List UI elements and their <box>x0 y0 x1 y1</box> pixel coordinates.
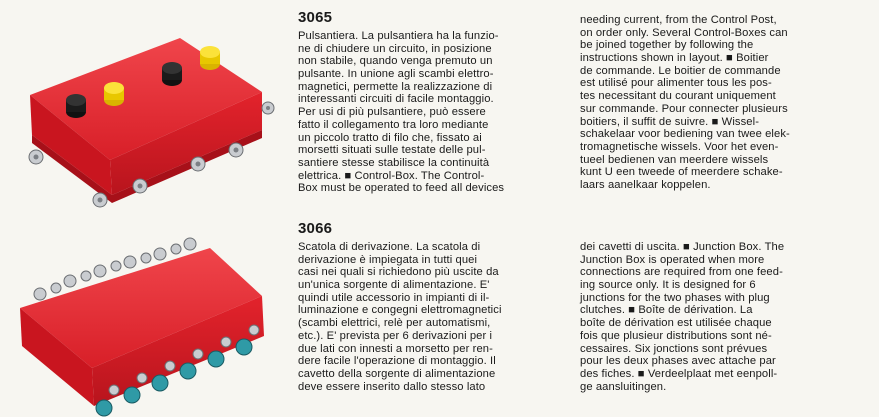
black-button-2 <box>162 62 182 86</box>
text-line: clutches. ■ Boîte de dérivation. La <box>580 304 753 317</box>
text-line: elettrica. ■ Control-Box. The Control- <box>298 169 485 182</box>
text-line: cavetto della sorgente di alimentazione <box>298 367 496 380</box>
text-line: be joined together by following the <box>580 39 754 52</box>
text-line: fois que plusieur distributions sont né- <box>580 329 772 342</box>
junction-box-photo <box>0 218 290 417</box>
yellow-button-2 <box>200 46 220 70</box>
product-3065-text-right <box>580 14 790 192</box>
text-line: due lati con innesti a morsetto per ren- <box>298 342 493 355</box>
text-line: non stabile, quando venga premuto un <box>298 55 493 68</box>
text-line: interessanti circuiti di facile montaggio. <box>298 93 494 106</box>
text-line: needing current, from the Control Post, <box>580 14 777 26</box>
text-line: pour les deux phases avec attache par <box>580 355 776 368</box>
text-line: luminazione e congegni elettromagnetici <box>298 304 502 317</box>
text-line: Per usi di più pulsantiere, può essere <box>298 106 486 119</box>
text-line: pulsante. In unione agli scambi elettro- <box>298 68 494 81</box>
text-line: instructions shown in layout. ■ Boitier <box>580 52 769 65</box>
text-line: boîte de dérivation est utilisée chaque <box>580 317 772 330</box>
text-line: Box must be operated to feed all devices <box>298 182 505 195</box>
product-3066-text-left <box>298 241 502 393</box>
control-box-photo <box>0 0 290 215</box>
text-line: ne di chiudere un circuito, in posizione <box>298 42 492 55</box>
product-3066-text-right <box>580 241 784 393</box>
text-line: quindi utile accessorio in impianti di il- <box>298 291 490 304</box>
text-line: connections are required from one feed- <box>580 266 783 279</box>
yellow-button-1 <box>104 82 124 106</box>
text-line: est utilisé pour alimenter tous les pos- <box>580 77 772 90</box>
text-line: un piccolo tratto di filo che, fissato ai <box>298 131 482 144</box>
text-line: Pulsantiera. La pulsantiera ha la funzio- <box>298 30 499 42</box>
text-line: boitiers, il suffit de suivre. ■ Wissel- <box>580 115 760 128</box>
text-line: fatto il collegamento tra loro mediante <box>298 118 489 131</box>
text-line: on order only. Several Control-Boxes can <box>580 26 788 39</box>
product-3065-text-left <box>298 30 504 195</box>
text-line: (scambi elettrici, relè per automatismi, <box>298 317 491 330</box>
text-line: etc.). E' prevista per 6 derivazioni per i <box>298 329 493 342</box>
text-line: un'unica sorgente di alimentazione. E' <box>298 279 490 292</box>
text-line: ing source only. It is designed for 6 <box>580 279 756 292</box>
text-line: cessaires. Six jonctions sont prévues <box>580 342 768 355</box>
text-line: magnetici, permette la realizzazione di <box>298 80 493 93</box>
product-code-3065: 3065 <box>298 9 333 26</box>
text-line: Junction Box is operated when more <box>580 253 765 266</box>
text-line: deve essere inserito dallo stesso lato <box>298 380 486 393</box>
text-line: santiere stesse stabilisce la continuità <box>298 156 490 169</box>
text-line: morsetti situati sulle testate delle pul- <box>298 144 486 157</box>
text-line: ge aansluitingen. <box>580 380 667 393</box>
black-button-1 <box>66 94 86 118</box>
text-line: junctions for the two phases with plug <box>580 291 770 304</box>
text-line: kunt U een tweede of meerdere schake- <box>580 166 783 179</box>
text-line: tueel bedienen van meerdere wissels <box>580 153 769 166</box>
text-line: sur commande. Pour connecter plusieurs <box>580 102 788 115</box>
text-line: laars aanelkaar koppelen. <box>580 178 711 191</box>
product-code-3066: 3066 <box>298 220 333 237</box>
text-line: derivazione è impiegata in tutti quei <box>298 253 478 266</box>
text-line: casi nei quali si richiedono più uscite da <box>298 266 499 279</box>
text-line: schakelaar voor bediening van twee elek- <box>580 128 790 141</box>
text-line: dei cavetti di uscita. ■ Junction Box. The <box>580 241 785 253</box>
text-line: dere facile l'operazione di montaggio. Il <box>298 355 496 368</box>
text-line: de commande. Le boitier de commande <box>580 64 781 77</box>
text-line: tes necessitant du courant uniquement <box>580 90 776 103</box>
text-line: des fiches. ■ Verdeelplaat met eenpoll- <box>580 367 778 380</box>
text-line: tromagnetische wissels. Voor het even- <box>580 140 779 153</box>
text-line: Scatola di derivazione. La scatola di <box>298 241 481 253</box>
